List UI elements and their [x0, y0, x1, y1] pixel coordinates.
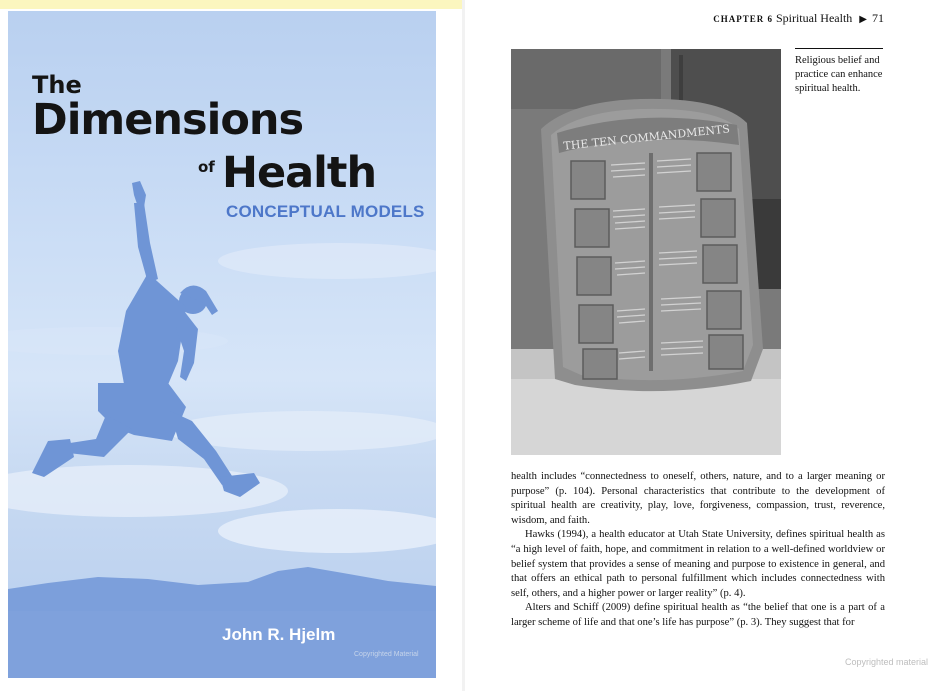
body-text	[511, 470, 885, 631]
play-triangle-icon: ▶	[859, 14, 867, 25]
photo-caption: Religious belief and practice can enhance spiritual health.	[795, 55, 883, 94]
cover-author: John R. Hjelm	[222, 625, 336, 644]
cover-title-the: The	[32, 71, 82, 99]
cover-title-dimensions: Dimensions	[32, 95, 304, 145]
caption-rule	[795, 48, 883, 49]
cover-watermark: Copyrighted Material	[354, 651, 419, 658]
paragraph: Alters and Schiff (2009) define spiritual health as “the belief that one is a part of a larger scheme of life and that one’s life has purpose” (p. 3). They suggest that for	[511, 602, 885, 628]
tablet-heading: THE TEN COMMANDMENTS	[562, 122, 731, 153]
cover-title-health: Health	[222, 148, 377, 198]
paragraph: Hawks (1994), a health educator at Utah State University, defines spiritual health as “a high level of faith, hope, and commitment in relation to a well-defined worldview or belief system that provides a sense of meaning and purpose to existence in general, and that offers an ethical path to personal fulfillment which includes connectedness with self, others, and a higher power or larger reality” (p. 4).	[511, 529, 885, 599]
paragraph: health includes “connectedness to oneself, others, nature, and to a larger meaning or purpose” (p. 104). Personal characteristics that contribute to the development of spiritual health are creativity, play, love, forgiveness, compassion, trust, reverence, wisdom, and faith.	[511, 471, 885, 526]
cover-title-of: of	[198, 158, 215, 176]
copyright-notice: Copyrighted material	[844, 657, 928, 667]
running-head-title: Spiritual Health	[775, 11, 853, 25]
tablet-photo-graphic	[511, 49, 781, 455]
page-number: 71	[872, 11, 884, 25]
page-gutter	[462, 0, 465, 691]
photo-ten-commandments	[511, 49, 781, 455]
running-head	[713, 11, 884, 26]
cover-subtitle: CONCEPTUAL MODELS	[226, 202, 425, 221]
running-head-chapter: CHAPTER 6	[713, 14, 773, 24]
book-cover	[8, 11, 436, 678]
top-highlight-strip	[0, 0, 462, 9]
